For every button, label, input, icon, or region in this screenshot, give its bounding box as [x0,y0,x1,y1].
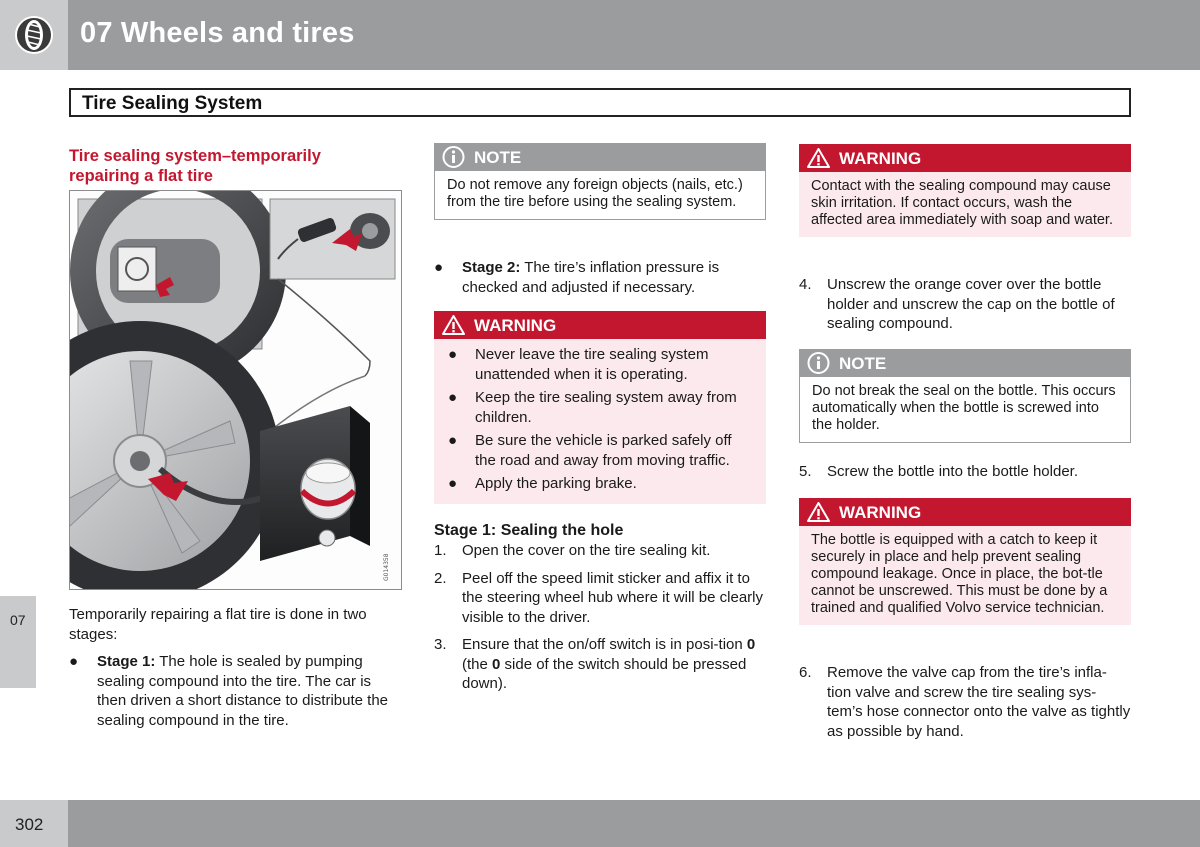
topic-heading-line2: repairing a flat tire [69,167,213,185]
list-item [434,569,764,628]
list-item [434,635,764,694]
chapter-icon-box [0,0,68,70]
list-item [799,663,1131,741]
topic-heading [69,146,389,186]
topic-heading-line1: Tire sealing system–temporarily [69,147,321,165]
list-item [799,275,1131,334]
note-header [799,349,1131,377]
list-item [446,431,754,470]
stage1-text: The hole is sealed by pumping sealing compound into the tire. The car is then driven a short distance to distribute the sealing compound in the tire. [97,653,389,729]
stage1-heading: Stage 1: Sealing the hole [434,522,624,539]
warning-item-text: Never leave the tire sealing system unattended when it is operating. [475,346,709,383]
step-bold-zero: 0 [746,636,756,653]
stage2-text: The tire’s inflation pressure is checked and adjusted if necessary. [462,259,720,296]
figure-code: G014358 [383,553,390,581]
stage2-list [434,258,766,297]
note-text: Do not break the seal on the bottle. This occurs automatically when the bottle is screwed into the holder. [799,377,1131,443]
bullet-dot: ● [69,653,79,670]
warning-header [799,144,1131,172]
chapter-side-tab [0,596,36,688]
list-item [446,388,754,427]
list-item [69,652,404,730]
warning-item-text: Be sure the vehicle is parked safely off the road and away from moving traffic. [475,432,732,469]
warning-label: WARNING [474,316,557,335]
step-number: 1. [434,542,447,559]
list-item [434,541,764,561]
step-number: 3. [434,636,447,653]
step-number: 2. [434,569,447,587]
warning-box [799,144,1131,237]
step-list [434,541,764,702]
warning-text: The bottle is equipped with a catch to keep it securely in place and help prevent sealing compound leakage. Once in place, the bot-tle cannot be unscrewed. This must be done by a trained and qualified Volvo service technician. [799,526,1131,625]
warning-header [434,311,766,339]
list-item [446,474,754,494]
bullet-dot: ● [448,432,458,449]
list-item [446,345,754,384]
note-box [434,143,766,220]
step-text: Remove the valve cap from the tire’s infla-tion valve and screw the tire sealing sys-tem’s hose connector onto the valve as tightly as possible by hand. [827,664,1131,740]
side-tab-label: 07 [10,612,26,628]
step-number: 6. [799,664,812,681]
step-bold-zero: 0 [492,655,501,673]
list-item [799,462,1131,482]
warning-box [434,311,766,504]
intro-paragraph: Temporarily repairing a flat tire is done in two stages: [69,606,367,643]
section-bar [69,88,1131,117]
step-number: 5. [799,463,812,480]
step-text: Peel off the speed limit sticker and affix it to the steering wheel hub where it will be clearly visible to the driver. [462,569,763,626]
warning-label: WARNING [839,149,922,168]
stage1-label: Stage 1: [97,653,156,670]
bullet-dot: ● [448,389,458,406]
note-box [799,349,1131,443]
note-header [434,143,766,171]
tire-icon [14,15,54,55]
step-list [799,275,1131,342]
stage2-label: Stage 2: [462,259,521,276]
chapter-title: 07 Wheels and tires [80,17,355,49]
warning-triangle-icon [807,501,830,523]
note-label: NOTE [474,148,522,167]
bullet-dot: ● [448,346,458,363]
warning-text: Contact with the sealing compound may cause skin irritation. If contact occurs, wash the affected area immediately with soap and water. [799,172,1131,237]
step-list [799,663,1131,749]
warning-item-text: Keep the tire sealing system away from children. [475,389,737,426]
stage-list [69,652,404,730]
warning-label: WARNING [839,503,922,522]
step-text: Unscrew the orange cover over the bottle holder and unscrew the cap on the bottle of sealing compound. [827,276,1115,332]
tire-sealing-kit-illustration [69,190,402,590]
step-text: Open the cover on the tire sealing kit. [462,542,711,559]
step-list [799,462,1131,490]
section-title: Tire Sealing System [82,93,263,114]
warning-box [799,498,1131,625]
note-label: NOTE [839,354,887,373]
page-footer [0,800,1200,847]
page-number: 302 [15,815,44,834]
list-item [434,258,766,297]
step-text-post: side of the switch should be pressed down). [462,655,747,692]
warning-header [799,498,1131,526]
step-text-mid: (the [462,655,493,673]
warning-list [434,339,766,504]
bullet-dot: ● [448,475,458,492]
bullet-dot: ● [434,259,444,276]
info-icon [807,352,830,374]
warning-triangle-icon [442,314,465,336]
note-text: Do not remove any foreign objects (nails, etc.) from the tire before using the sealing system. [434,171,766,220]
warning-triangle-icon [807,147,830,169]
illustration-svg [70,191,402,590]
step-text: Screw the bottle into the bottle holder. [827,463,1078,480]
warning-item-text: Apply the parking brake. [475,475,637,492]
step-number: 4. [799,276,812,293]
step-text-pre: Ensure that the on/off switch is in posi-tion [462,636,747,653]
info-icon [442,146,465,168]
